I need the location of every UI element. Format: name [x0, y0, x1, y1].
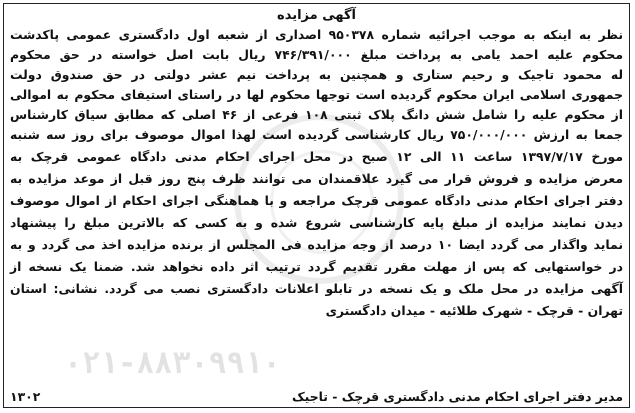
notice-line: جمعا به ارزش ۷۵۰/۰۰۰/۰۰۰ ریال کارشناسی گردیده است لهذا اموال موصوف برای روز سه شنبه [10, 127, 623, 142]
notice-line: آگهی مزایده در محل ملک و یک نسخه در تابلو اعلانات دادگستری نصب می گردد. نشانی: استان [10, 281, 623, 296]
issuer-signature: مدیر دفتر اجرای احکام مدنی دادگستری قرچک - تاجیک [291, 389, 623, 404]
notice-line: نظر به اینکه به موجب اجرائیه شماره ۹۵۰۳۷۸ اصداری از شعبه اول دادگستری عمومی پاکدشت [10, 27, 624, 42]
notice-line: در خواستهایی که پس از مهلت مقرر تقدیم گردد ترتیب اثر داده نخواهد شد. ضمنا یک نسخه از [10, 259, 623, 274]
notice-line: تهران - قرچک - شهرک طلائیه - میدان دادگستری [325, 303, 623, 318]
notice-line: له محمود تاجیک و رحیم ستاری و همچنین به پرداخت نیم عشر دولتی در حق صندوق دولت [10, 67, 623, 82]
notice-footer [10, 387, 623, 407]
notice-line: دفتر اجرای احکام مدنی دادگاه عمومی قرچک مراجعه و با هماهنگی اجرای احکام از اموال موصوف [10, 193, 623, 208]
notice-line: معرض مزایده و فروش قرار می گیرد علاقمندان می توانند ظرف پنج روز قبل از موعد مزایده به [10, 171, 623, 186]
notice-line: نماید واگذار می گردد ایضا ۱۰ درصد از وجه مزایده فی المجلس از برنده مزایده اخذ می گردد و به [10, 237, 623, 252]
notice-line: محکوم علیه احمد یامی به پرداخت مبلغ ۷۴۶/۳۹۱/۰۰۰ ریال بابت اصل خواسته در حق محکوم [10, 47, 623, 62]
notice-title: آگهی مزایده [277, 8, 356, 23]
auction-notice [3, 3, 630, 408]
reference-number: ۱۳۰۲ [10, 389, 41, 404]
phone-watermark: ۰۲۱-۸۸۳۰۹۹۱۰ [64, 346, 281, 381]
notice-line: دیدن نمایند مزایده از مبلغ پایه کارشناسی شروع شده و به کسی که بالاترین مبلغ را پیشنهاد [10, 215, 623, 230]
notice-line: مورخ ۱۳۹۷/۷/۱۷ ساعت ۱۱ الی ۱۲ صبح در محل اجرای احکام مدنی دادگاه عمومی قرچک به [10, 149, 623, 164]
notice-line: جمهوری اسلامی ایران محکوم گردیده است توجها محکوم لها در راستای استیفای محکوم به اموالی [10, 87, 623, 102]
notice-line: از محکوم علیه را شامل شش دانگ پلاک ثبتی ۱۰۸ فرعی از ۴۶ اصلی که مطابق سیاق کارشناس [10, 107, 623, 122]
